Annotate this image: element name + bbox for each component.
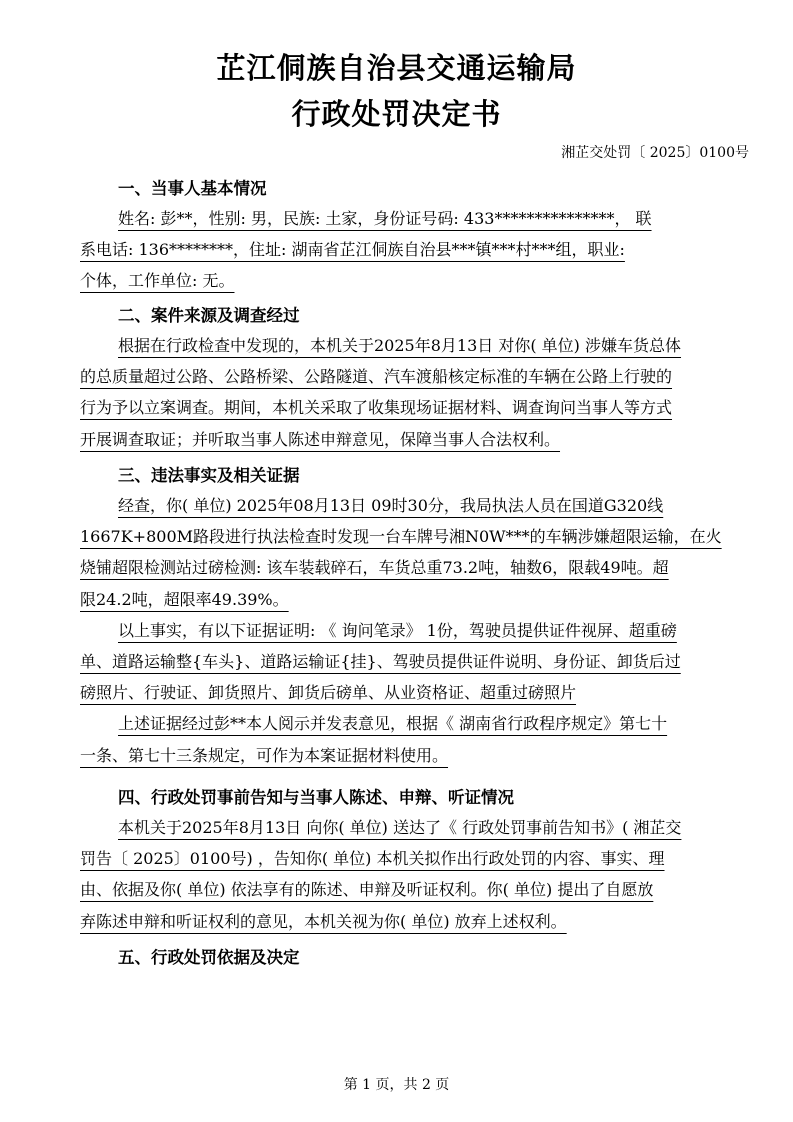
section-prior-notice — [80, 783, 760, 938]
paragraph-line: 经查，你( 单位) 2025年08月13日 09时30分，我局执法人员在国道G320线 — [118, 496, 664, 515]
paragraph-line: 1667K+800M路段进行执法检查时发现一台车牌号湘N0W***的车辆涉嫌超限运输，在火 — [80, 527, 722, 547]
paragraph-line: 系电话: 136********，住址: 湖南省芷江侗族自治县***镇***村***组，职业: — [80, 240, 625, 260]
paragraph-line: 行为予以立案调查。期间，本机关采取了收集现场证据材料、调查询问当事人等方式 — [80, 398, 673, 418]
section-heading: 五、行政处罚依据及决定 — [118, 948, 300, 967]
paragraph-line: 开展调查取证；并听取当事人陈述申辩意见，保障当事人合法权利。 — [80, 429, 561, 449]
agency-title: 芷江侗族自治县交通运输局 — [216, 51, 577, 85]
document-title: 行政处罚决定书 — [291, 97, 502, 131]
paragraph-line: 磅照片、行驶证、卸货照片、卸货后磅单、从业资格证、超重过磅照片 — [80, 683, 577, 703]
paragraph-line: 个体，工作单位: 无。 — [80, 271, 235, 291]
paragraph-line: 单、道路运输整{车头}、道路运输证{挂}、驾驶员提供证件说明、身份证、卸货后过 — [80, 651, 681, 671]
section-heading: 二、案件来源及调查经过 — [118, 306, 300, 325]
section-penalty-basis — [80, 943, 760, 973]
paragraph-line: 烧铺超限检测站过磅检测: 该车装载碎石，车货总重73.2吨，轴数6，限载49吨。超 — [80, 558, 669, 578]
paragraph-line: 弃陈述申辩和听证权利的意见，本机关视为你( 单位) 放弃上述权利。 — [80, 911, 567, 931]
section-heading: 一、当事人基本情况 — [118, 179, 267, 198]
paragraph-line: 限24.2吨，超限率49.39%。 — [80, 589, 289, 609]
paragraph-line: 的总质量超过公路、公路桥梁、公路隧道、汽车渡船核定标准的车辆在公路上行驶的 — [80, 367, 673, 387]
paragraph-line: 一条、第七十三条规定，可作为本案证据材料使用。 — [80, 745, 449, 765]
page-number: 第 1 页，共 2 页 — [343, 1077, 450, 1093]
paragraph-line: 上述证据经过彭**本人阅示并发表意见，根据《 湖南省行政程序规定》第七十 — [118, 714, 668, 734]
section-case-source — [80, 301, 760, 456]
paragraph-line: 由、依据及你( 单位) 依法享有的陈述、申辩及听证权利。你( 单位) 提出了自愿放 — [80, 880, 654, 900]
section-heading: 四、行政处罚事前告知与当事人陈述、申辩、听证情况 — [118, 788, 514, 807]
section-party-info — [80, 174, 760, 298]
section-heading: 三、违法事实及相关证据 — [118, 466, 300, 485]
paragraph-line: 姓名: 彭**，性别: 男，民族: 土家，身份证号码: 433***************， 联 — [118, 209, 652, 228]
paragraph-line: 以上事实，有以下证据证明: 《 询问笔录》 1份，驾驶员提供证件视屏、超重磅 — [118, 620, 677, 640]
section-violation-facts — [80, 461, 760, 772]
paragraph-line: 本机关于2025年8月13日 向你( 单位) 送达了《 行政处罚事前告知书》( 湘芷交 — [118, 818, 682, 837]
document-number: 湘芷交处罚〔 2025〕0100号 — [561, 145, 749, 161]
paragraph-line: 罚告〔 2025〕0100号) ，告知你( 单位) 本机关拟作出行政处罚的内容、事实、理 — [80, 849, 665, 869]
paragraph-line: 根据在行政检查中发现的，本机关于2025年8月13日 对你( 单位) 涉嫌车货总体 — [118, 336, 682, 355]
